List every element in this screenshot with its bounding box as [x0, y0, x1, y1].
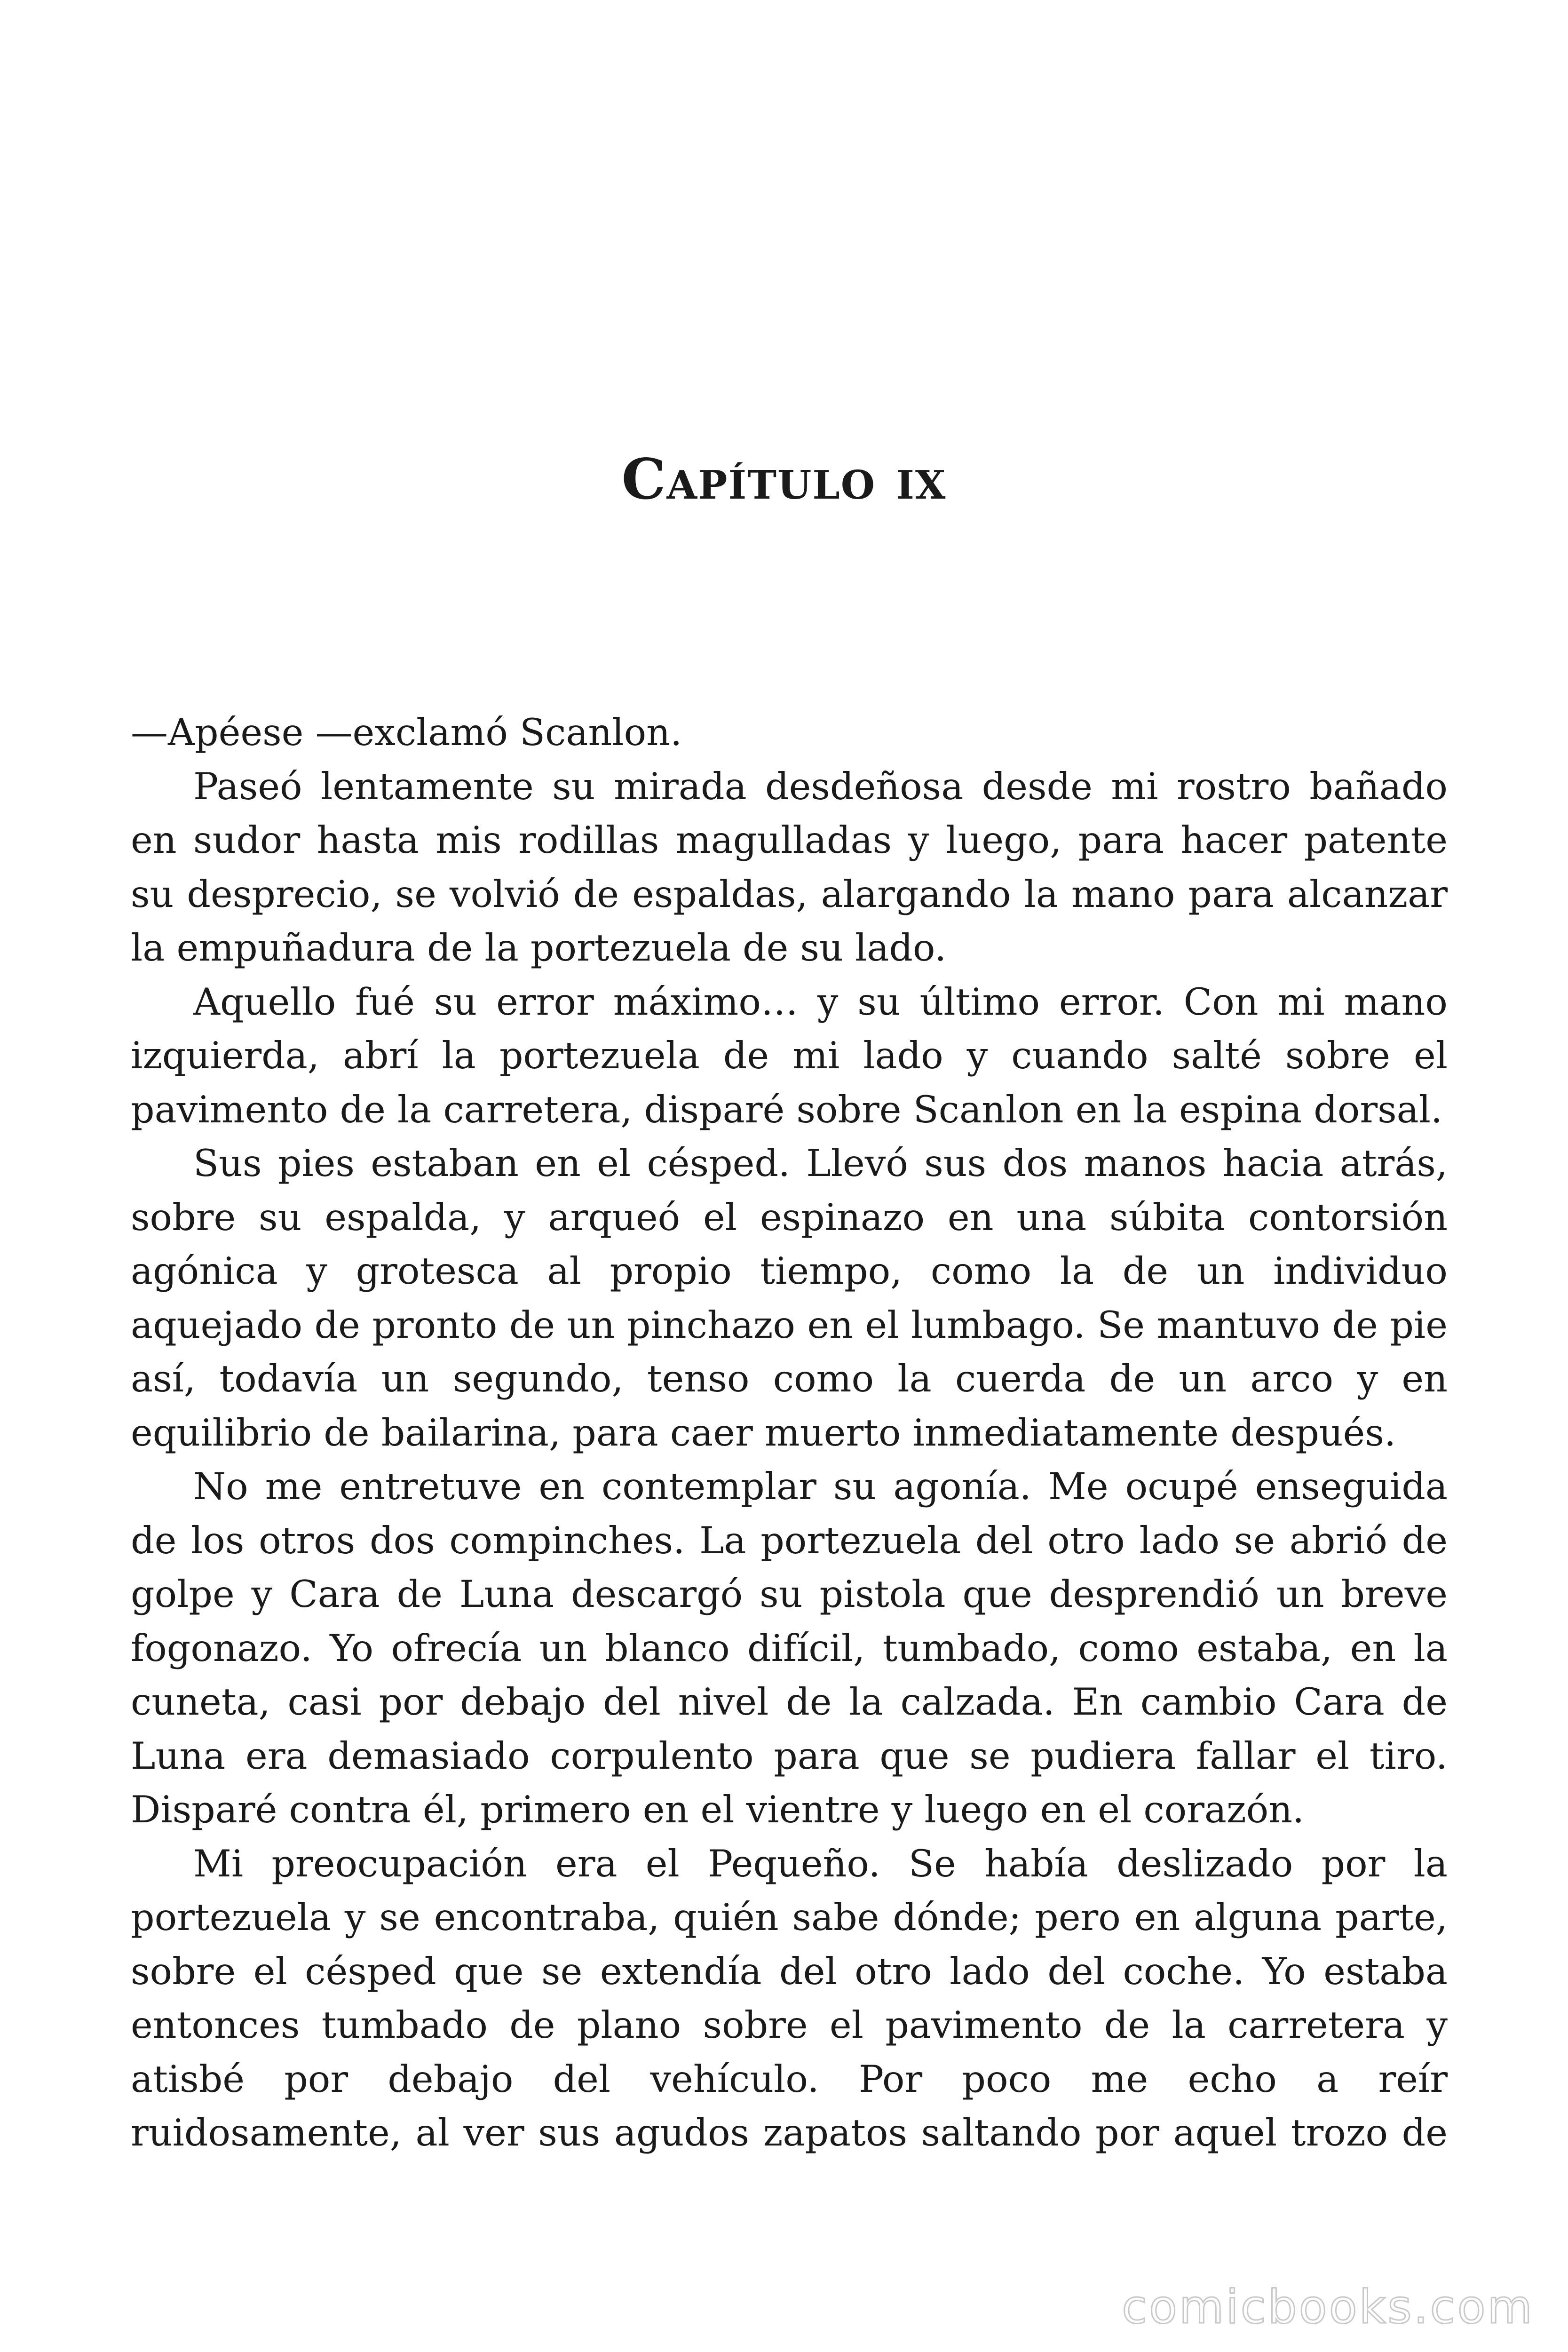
chapter-title: Capítulo ix [621, 446, 947, 512]
paragraph: Mi preocupación era el Pequeño. Se había deslizado por la portezuela y se encontraba, quién sabe dónde; pero en alguna parte, sobre el césped que se extendía del otro lado del coche. Yo estaba entonces tumbado de plano sobre el pavimento de la carretera y atisbé por debajo del vehículo. Por poco me echo a reír ruidosamente, al ver sus agudos zapatos saltando por aquel trozo de [131, 1842, 1448, 2154]
paragraph: Aquello fué su error máximo… y su último error. Con mi mano izquierda, abrí la portezuela de mi lado y cuando salté sobre el pavimento de la carretera, disparé sobre Scanlon en la espina dorsal. [131, 980, 1448, 1131]
chapter-body [131, 706, 1448, 2160]
watermark: comicbooks.com [1122, 2280, 1534, 2334]
paragraph: —Apéese —exclamó Scanlon. [131, 711, 682, 754]
paragraph: Paseó lentamente su mirada desdeñosa desde mi rostro bañado en sudor hasta mis rodillas magulladas y luego, para hacer patente su desprecio, se volvió de espaldas, alargando la mano para alcanzar la empuñadura de la portezuela de su lado. [131, 764, 1448, 969]
paragraph: No me entretuve en contemplar su agonía. Me ocupé enseguida de los otros dos compinches. La portezuela del otro lado se abrió de golpe y Cara de Luna descargó su pistola que desprendió un breve fogonazo. Yo ofrecía un blanco difícil, tumbado, como estaba, en la cuneta, casi por debajo del nivel de la calzada. En cambio Cara de Luna era demasiado corpulento para que se pudiera fallar el tiro. Disparé contra él, primero en el vientre y luego en el corazón. [131, 1465, 1448, 1831]
paragraph: Sus pies estaban en el césped. Llevó sus dos manos hacia atrás, sobre su espalda, y arqueó el espinazo en una súbita contorsión agónica y grotesca al propio tiempo, como la de un individuo aquejado de pronto de un pinchazo en el lumbago. Se mantuvo de pie así, todavía un segundo, tenso como la cuerda de un arco y en equilibrio de bailarina, para caer muerto inmediatamente después. [131, 1142, 1448, 1454]
